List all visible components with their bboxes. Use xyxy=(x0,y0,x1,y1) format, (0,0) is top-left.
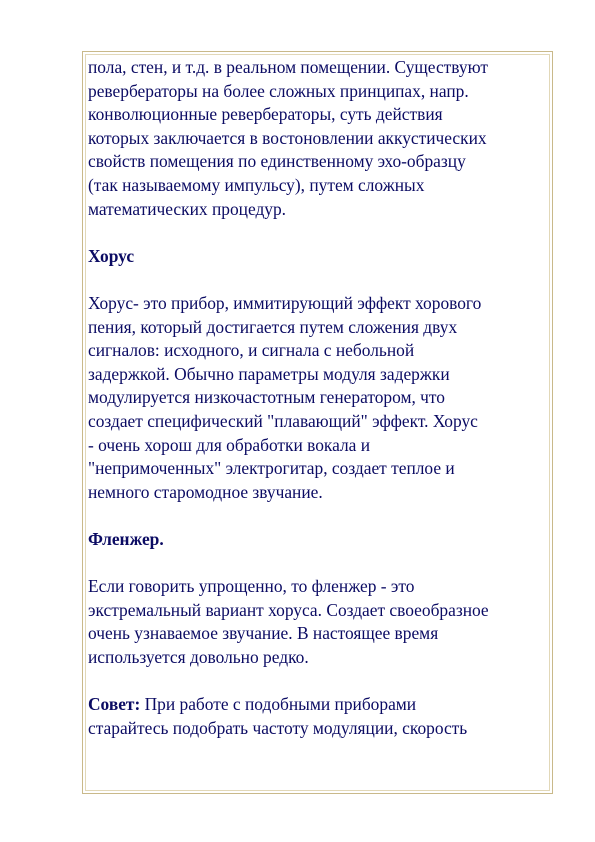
text-line: которых заключается в востоновлении аккустических xyxy=(88,127,487,148)
text-line: немного старомодное звучание. xyxy=(88,481,323,502)
flanger-heading: Фленжер. xyxy=(88,528,164,549)
text-line: очень узнаваемое звучание. В настоящее время xyxy=(88,623,439,644)
text-line: модулируется низкочастотным генератором, что xyxy=(88,387,445,408)
chorus-paragraph xyxy=(88,292,550,504)
text-line: экстремальный вариант хоруса. Создает своеобразное xyxy=(88,599,489,620)
advice-text: При работе с подобными приборами xyxy=(140,694,417,715)
text-line: конволюционные ревербераторы, суть действия xyxy=(88,104,443,125)
advice-label: Совет: xyxy=(88,694,141,715)
text-line: - очень хорош для обработки вокала и xyxy=(88,434,371,455)
text-line: Хорус- это прибор, иммитирующий эффект хорового xyxy=(88,292,482,313)
text-line xyxy=(88,693,550,717)
text-line: свойств помещения по единственному эхо-образцу xyxy=(88,151,466,172)
text-line: задержкой. Обычно параметры модуля задержки xyxy=(88,363,450,384)
text-line: ревербераторы на более сложных принципах, напр. xyxy=(88,80,469,101)
advice-paragraph xyxy=(88,693,550,740)
paragraph-gap xyxy=(88,268,550,292)
text-line: "непримоченных" электрогитар, создает теплое и xyxy=(88,458,455,479)
text-line: Если говорить упрощенно, то фленжер - это xyxy=(88,576,415,597)
text-line: пения, который достигается путем сложения двух xyxy=(88,316,458,337)
text-line: математических процедур. xyxy=(88,198,287,219)
chorus-heading: Хорус xyxy=(88,245,135,266)
paragraph-gap xyxy=(88,551,550,575)
text-line: сигналов: исходного, и сигнала с небольной xyxy=(88,340,415,361)
paragraph-gap xyxy=(88,221,550,245)
flanger-paragraph xyxy=(88,575,550,669)
reverb-paragraph xyxy=(88,56,550,221)
page-content xyxy=(88,56,550,740)
text-line: пола, стен, и т.д. в реальном помещении. Существуют xyxy=(88,57,488,77)
paragraph-gap xyxy=(88,669,550,693)
text-line: создает специфический "плавающий" эффект. Хорус xyxy=(88,410,478,431)
paragraph-gap xyxy=(88,504,550,528)
text-line: используется довольно редко. xyxy=(88,646,309,667)
text-line: (так называемому импульсу), путем сложных xyxy=(88,174,425,195)
text-line: старайтесь подобрать частоту модуляции, скорость xyxy=(88,717,468,738)
